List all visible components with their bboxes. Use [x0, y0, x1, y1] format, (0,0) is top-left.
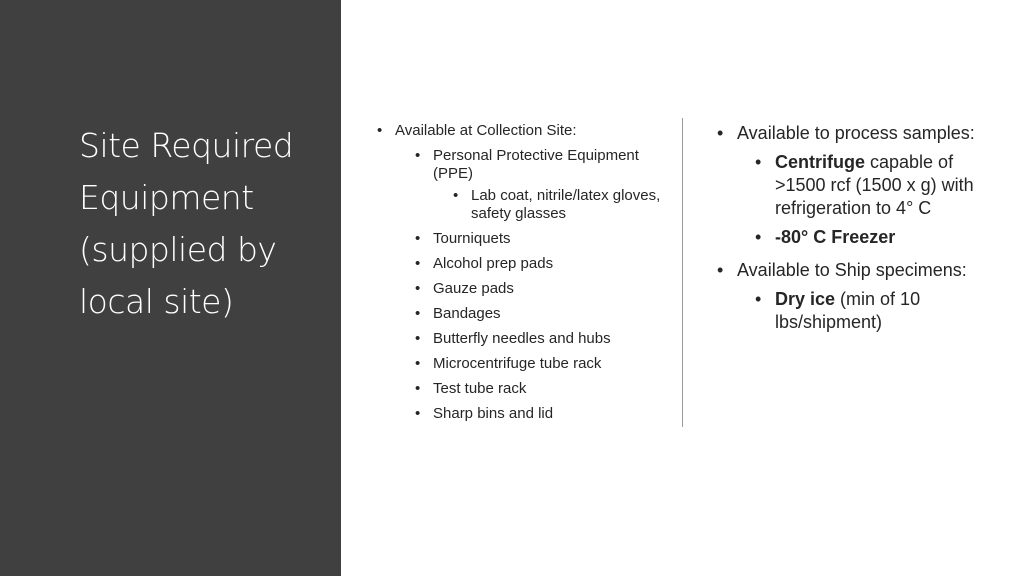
list-item-centrifuge	[755, 151, 987, 220]
process-items	[755, 151, 987, 249]
list-item-ppe-detail	[453, 187, 670, 223]
bullet-icon: •	[415, 147, 421, 164]
list-item-ship	[717, 259, 987, 334]
centrifuge-detail: capable of >1500 rcf (1500 x g) with refrigeration to 4° C	[775, 152, 974, 218]
ppe-detail: Lab coat, nitrile/latex gloves, safety glasses	[471, 187, 661, 222]
list-item	[415, 280, 670, 298]
list-item-label: Alcohol prep pads	[433, 255, 554, 272]
list-item	[415, 380, 670, 398]
list-item	[415, 230, 670, 248]
list-item-label: Butterfly needles and hubs	[433, 330, 611, 347]
title-line: local site)	[79, 282, 234, 321]
list-item-label: Sharp bins and lid	[433, 405, 554, 422]
bullet-icon: •	[415, 355, 421, 372]
slide-title	[79, 120, 329, 328]
title-panel	[0, 0, 341, 576]
bullet-icon: •	[717, 260, 724, 280]
ppe-detail-list	[453, 187, 670, 223]
title-line: Site Required	[79, 126, 294, 165]
collection-site-list	[377, 122, 670, 430]
list-item	[415, 330, 670, 348]
ppe-label: Personal Protective Equipment (PPE)	[433, 147, 639, 182]
list-item-collection-site	[377, 122, 670, 423]
bullet-icon: •	[415, 330, 421, 347]
list-item	[415, 255, 670, 273]
ship-items	[755, 288, 987, 334]
bullet-icon: •	[415, 230, 421, 247]
bullet-icon: •	[377, 122, 383, 139]
centrifuge-label: Centrifuge	[775, 152, 865, 172]
list-item-label: Test tube rack	[433, 380, 527, 397]
dry-ice-detail: (min of 10 lbs/shipment)	[775, 289, 921, 332]
process-heading: Available to process samples:	[737, 123, 975, 143]
list-item-process	[717, 122, 987, 249]
bullet-icon: •	[415, 380, 421, 397]
list-item	[415, 405, 670, 423]
list-item	[415, 355, 670, 373]
title-line: (supplied by	[79, 230, 277, 269]
list-item-label: Microcentrifuge tube rack	[433, 355, 602, 372]
bullet-icon: •	[453, 187, 459, 204]
bullet-icon: •	[717, 123, 724, 143]
process-ship-list	[717, 122, 987, 344]
freezer-label: -80° C Freezer	[775, 227, 896, 247]
bullet-icon: •	[755, 289, 762, 309]
collection-site-heading: Available at Collection Site:	[395, 122, 577, 139]
list-item-dry-ice	[755, 288, 987, 334]
dry-ice-label: Dry ice	[775, 289, 836, 309]
ship-heading: Available to Ship specimens:	[737, 260, 967, 280]
bullet-icon: •	[755, 227, 762, 247]
bullet-icon: •	[415, 305, 421, 322]
list-item-label: Tourniquets	[433, 230, 511, 247]
title-line: Equipment	[79, 178, 254, 217]
bullet-icon: •	[415, 280, 421, 297]
list-item-ppe	[415, 147, 670, 223]
list-item	[415, 305, 670, 323]
list-item-label: Bandages	[433, 305, 501, 322]
column-divider	[682, 118, 683, 427]
bullet-icon: •	[415, 255, 421, 272]
bullet-icon: •	[755, 152, 762, 172]
bullet-icon: •	[415, 405, 421, 422]
collection-site-items	[415, 147, 670, 423]
list-item-label: Gauze pads	[433, 280, 514, 297]
list-item-freezer	[755, 226, 987, 249]
